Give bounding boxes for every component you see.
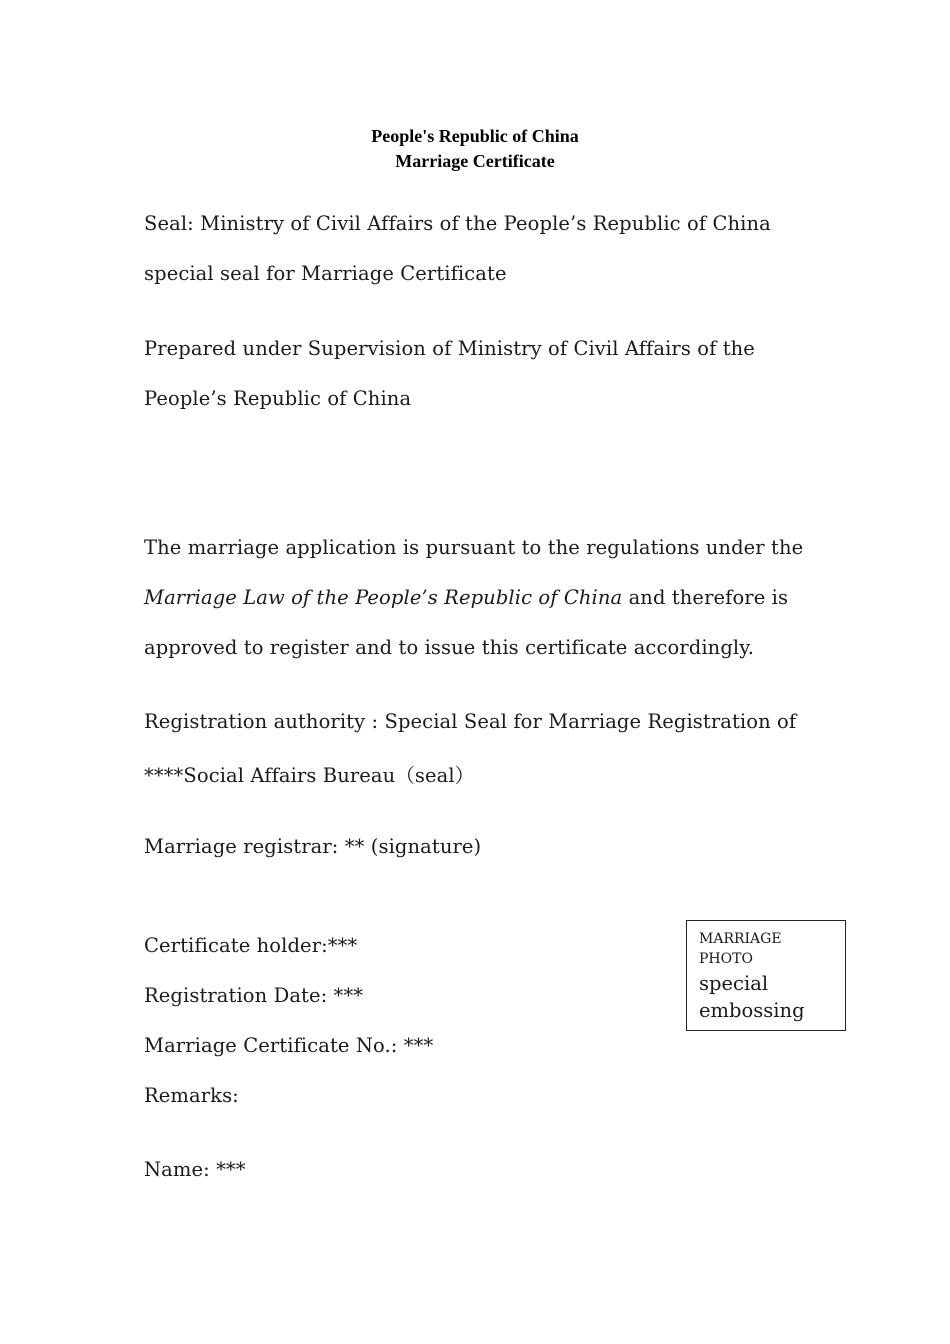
certificate-number: Marriage Certificate No.: *** [144, 1034, 434, 1057]
seal-line-2: special seal for Marriage Certificate [144, 262, 507, 285]
document-title: Marriage Certificate [395, 151, 555, 171]
approval-line-1: The marriage application is pursuant to the regulations under the [144, 536, 804, 559]
registration-date: Registration Date: *** [144, 984, 364, 1007]
authority-line-2: ****Social Affairs Bureau（seal） [144, 764, 475, 787]
certificate-holder: Certificate holder:*** [144, 934, 358, 957]
marriage-photo-box [686, 920, 846, 1031]
authority-line-1: Registration authority : Special Seal for Marriage Registration of [144, 710, 797, 733]
photo-label: MARRIAGE PHOTO [699, 931, 782, 967]
country-heading: People's Republic of China [371, 126, 579, 146]
approval-line-2-tail: and therefore is [622, 586, 789, 609]
holder-name: Name: *** [144, 1158, 246, 1181]
embossing-note: special embossing [699, 972, 805, 1022]
approval-line-3: approved to register and to issue this certificate accordingly. [144, 636, 755, 659]
prepared-line-2: People’s Republic of China [144, 387, 412, 410]
registrar-line: Marriage registrar: ** (signature) [144, 835, 482, 858]
approval-line-2 [144, 586, 788, 609]
remarks: Remarks: [144, 1084, 239, 1107]
law-name: Marriage Law of the People’s Republic of China [144, 586, 623, 609]
prepared-line-1: Prepared under Supervision of Ministry of Civil Affairs of the [144, 337, 755, 360]
seal-line-1: Seal: Ministry of Civil Affairs of the People’s Republic of China [144, 212, 771, 235]
